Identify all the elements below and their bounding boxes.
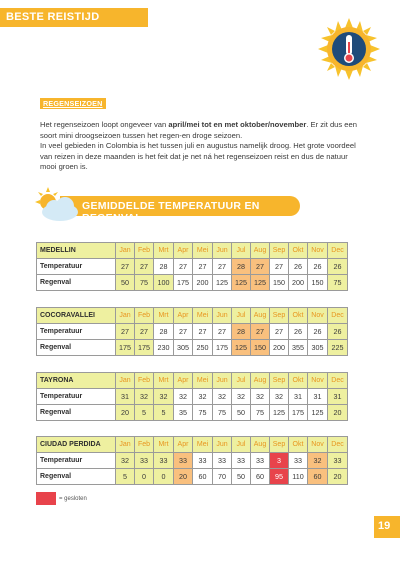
month-header: Dec	[328, 243, 348, 259]
month-header: Okt	[289, 243, 308, 259]
table-cell: 35	[174, 405, 193, 421]
section-banner	[60, 196, 300, 224]
month-header: Sep	[270, 243, 289, 259]
table-cell: 32	[232, 389, 251, 405]
table-cell: 225	[328, 340, 348, 356]
table-cell: 28	[154, 259, 174, 275]
table-cell: 50	[232, 405, 251, 421]
table-cell: 60	[308, 469, 328, 485]
month-header: Jan	[116, 243, 135, 259]
month-header: Jun	[213, 437, 232, 453]
climate-table	[36, 436, 348, 485]
table-cell: 33	[251, 453, 270, 469]
table-cell: 95	[270, 469, 289, 485]
sun-cloud-icon	[34, 186, 80, 222]
month-header: Mei	[193, 437, 213, 453]
table-header-row	[37, 373, 348, 389]
table-cell: 3	[270, 453, 289, 469]
table-cell: 125	[213, 275, 232, 291]
row-label: Regenval	[37, 469, 116, 485]
table-cell: 32	[193, 389, 213, 405]
table-cell: 150	[308, 275, 328, 291]
table-cell: 27	[213, 324, 232, 340]
table-cell: 26	[328, 324, 348, 340]
temperature-row	[37, 324, 348, 340]
table-cell: 27	[116, 324, 135, 340]
table-cell: 33	[174, 453, 193, 469]
table-cell: 60	[193, 469, 213, 485]
table-cell: 27	[193, 324, 213, 340]
table-location-name: COCORAVALLEI	[37, 308, 116, 324]
intro-text-1: Het regenseizoen loopt ongeveer van	[40, 120, 169, 129]
row-label: Temperatuur	[37, 259, 116, 275]
table-cell: 175	[174, 275, 193, 291]
row-label: Regenval	[37, 340, 116, 356]
table-cell: 150	[270, 275, 289, 291]
page-number: 19	[378, 520, 391, 532]
table-cell: 32	[308, 453, 328, 469]
month-header: Sep	[270, 308, 289, 324]
month-header: Mei	[193, 243, 213, 259]
table-cell: 200	[270, 340, 289, 356]
page-section-title: BESTE REISTIJD	[6, 11, 100, 23]
intro-text-2: . Er zit dus een soort mini droogseizoen tussen het regen-en droge seizoen.	[40, 120, 357, 140]
table-cell: 75	[328, 275, 348, 291]
climate-table	[36, 307, 348, 356]
temperature-row	[37, 453, 348, 469]
table-cell: 5	[154, 405, 174, 421]
month-header: Jul	[232, 243, 251, 259]
table-cell: 27	[135, 259, 154, 275]
banner-title: GEMIDDELDE TEMPERATUUR EN REGENVAL	[82, 200, 260, 224]
table-cell: 0	[135, 469, 154, 485]
month-header: Mrt	[154, 243, 174, 259]
rain-row	[37, 340, 348, 356]
table-cell: 125	[232, 275, 251, 291]
month-header: Mrt	[154, 437, 174, 453]
table-cell: 32	[213, 389, 232, 405]
table-cell: 125	[270, 405, 289, 421]
table-cell: 33	[232, 453, 251, 469]
month-header: Mrt	[154, 308, 174, 324]
table-cell: 50	[116, 275, 135, 291]
table-cell: 27	[193, 259, 213, 275]
header-bar	[0, 8, 148, 27]
table-cell: 27	[251, 259, 270, 275]
table-cell: 31	[308, 389, 328, 405]
table-cell: 125	[308, 405, 328, 421]
table-location-name: MEDELLIN	[37, 243, 116, 259]
table-cell: 125	[232, 340, 251, 356]
table-cell: 32	[174, 389, 193, 405]
month-header: Apr	[174, 243, 193, 259]
intro-text-3: In veel gebieden in Colombia is het tussen juli en augustus namelijk droog. Het grote voordeel van reizen in deze maanden is het feit dat je net ná het regenseizoen reist en dus de natuur mooi groen is.	[40, 141, 356, 172]
row-label: Regenval	[37, 405, 116, 421]
table-cell: 50	[232, 469, 251, 485]
month-header: Nov	[308, 243, 328, 259]
table-location-name: TAYRONA	[37, 373, 116, 389]
rain-row	[37, 469, 348, 485]
table-cell: 28	[154, 324, 174, 340]
row-label: Temperatuur	[37, 453, 116, 469]
table-cell: 70	[213, 469, 232, 485]
month-header: Mei	[193, 308, 213, 324]
table-cell: 20	[116, 405, 135, 421]
month-header: Aug	[251, 243, 270, 259]
table-cell: 26	[328, 259, 348, 275]
table-cell: 27	[213, 259, 232, 275]
month-header: Nov	[308, 373, 328, 389]
rain-row	[37, 405, 348, 421]
table-cell: 26	[308, 259, 328, 275]
intro-bold: april/mei tot en met oktober/november	[168, 120, 307, 129]
intro-paragraph	[40, 120, 362, 173]
month-header: Okt	[289, 373, 308, 389]
temperature-row	[37, 389, 348, 405]
month-header: Dec	[328, 308, 348, 324]
month-header: Feb	[135, 243, 154, 259]
month-header: Apr	[174, 373, 193, 389]
climate-table	[36, 372, 348, 421]
table-cell: 355	[289, 340, 308, 356]
table-cell: 75	[135, 275, 154, 291]
table-cell: 230	[154, 340, 174, 356]
rain-row	[37, 275, 348, 291]
month-header: Jun	[213, 308, 232, 324]
table-cell: 31	[289, 389, 308, 405]
month-header: Nov	[308, 308, 328, 324]
month-header: Jan	[116, 437, 135, 453]
table-cell: 27	[270, 259, 289, 275]
table-cell: 175	[213, 340, 232, 356]
closed-legend-swatch	[36, 492, 56, 505]
table-cell: 20	[328, 405, 348, 421]
table-cell: 5	[135, 405, 154, 421]
table-cell: 33	[328, 453, 348, 469]
month-header: Mei	[193, 373, 213, 389]
month-header: Feb	[135, 373, 154, 389]
table-cell: 32	[251, 389, 270, 405]
table-cell: 28	[232, 324, 251, 340]
table-cell: 75	[193, 405, 213, 421]
table-cell: 33	[135, 453, 154, 469]
table-cell: 33	[213, 453, 232, 469]
table-header-row	[37, 437, 348, 453]
table-cell: 32	[154, 389, 174, 405]
month-header: Apr	[174, 437, 193, 453]
table-cell: 0	[154, 469, 174, 485]
table-cell: 26	[289, 324, 308, 340]
month-header: Jul	[232, 437, 251, 453]
month-header: Aug	[251, 308, 270, 324]
table-cell: 75	[213, 405, 232, 421]
month-header: Jan	[116, 373, 135, 389]
row-label: Regenval	[37, 275, 116, 291]
table-cell: 32	[116, 453, 135, 469]
table-cell: 27	[251, 324, 270, 340]
month-header: Jun	[213, 243, 232, 259]
climate-table	[36, 242, 348, 291]
table-cell: 27	[116, 259, 135, 275]
month-header: Sep	[270, 373, 289, 389]
table-cell: 200	[289, 275, 308, 291]
month-header: Jun	[213, 373, 232, 389]
table-cell: 305	[308, 340, 328, 356]
table-cell: 20	[174, 469, 193, 485]
table-cell: 200	[193, 275, 213, 291]
temperature-row	[37, 259, 348, 275]
month-header: Dec	[328, 373, 348, 389]
closed-legend-text: = gesloten	[59, 496, 87, 502]
table-cell: 60	[251, 469, 270, 485]
month-header: Jan	[116, 308, 135, 324]
month-header: Mrt	[154, 373, 174, 389]
table-cell: 26	[289, 259, 308, 275]
table-cell: 125	[251, 275, 270, 291]
table-cell: 150	[251, 340, 270, 356]
table-cell: 33	[193, 453, 213, 469]
table-cell: 20	[328, 469, 348, 485]
table-cell: 175	[135, 340, 154, 356]
table-cell: 33	[154, 453, 174, 469]
month-header: Feb	[135, 437, 154, 453]
table-cell: 32	[135, 389, 154, 405]
row-label: Temperatuur	[37, 324, 116, 340]
month-header: Apr	[174, 308, 193, 324]
table-cell: 26	[308, 324, 328, 340]
month-header: Okt	[289, 437, 308, 453]
page-number-box	[374, 516, 400, 538]
month-header: Aug	[251, 373, 270, 389]
table-cell: 32	[270, 389, 289, 405]
table-cell: 100	[154, 275, 174, 291]
table-cell: 305	[174, 340, 193, 356]
month-header: Jul	[232, 373, 251, 389]
thermometer-sun-icon	[318, 18, 380, 80]
table-location-name: CIUDAD PERDIDA	[37, 437, 116, 453]
table-cell: 5	[116, 469, 135, 485]
table-cell: 28	[232, 259, 251, 275]
month-header: Okt	[289, 308, 308, 324]
table-cell: 27	[270, 324, 289, 340]
table-cell: 27	[174, 324, 193, 340]
row-label: Temperatuur	[37, 389, 116, 405]
month-header: Sep	[270, 437, 289, 453]
month-header: Feb	[135, 308, 154, 324]
table-cell: 110	[289, 469, 308, 485]
month-header: Nov	[308, 437, 328, 453]
table-cell: 27	[174, 259, 193, 275]
month-header: Dec	[328, 437, 348, 453]
table-header-row	[37, 308, 348, 324]
table-cell: 250	[193, 340, 213, 356]
table-cell: 75	[251, 405, 270, 421]
month-header: Jul	[232, 308, 251, 324]
section-label: REGENSEIZOEN	[40, 98, 106, 109]
table-cell: 27	[135, 324, 154, 340]
table-cell: 175	[116, 340, 135, 356]
table-header-row	[37, 243, 348, 259]
table-cell: 31	[328, 389, 348, 405]
table-cell: 175	[289, 405, 308, 421]
table-cell: 31	[116, 389, 135, 405]
table-cell: 33	[289, 453, 308, 469]
month-header: Aug	[251, 437, 270, 453]
